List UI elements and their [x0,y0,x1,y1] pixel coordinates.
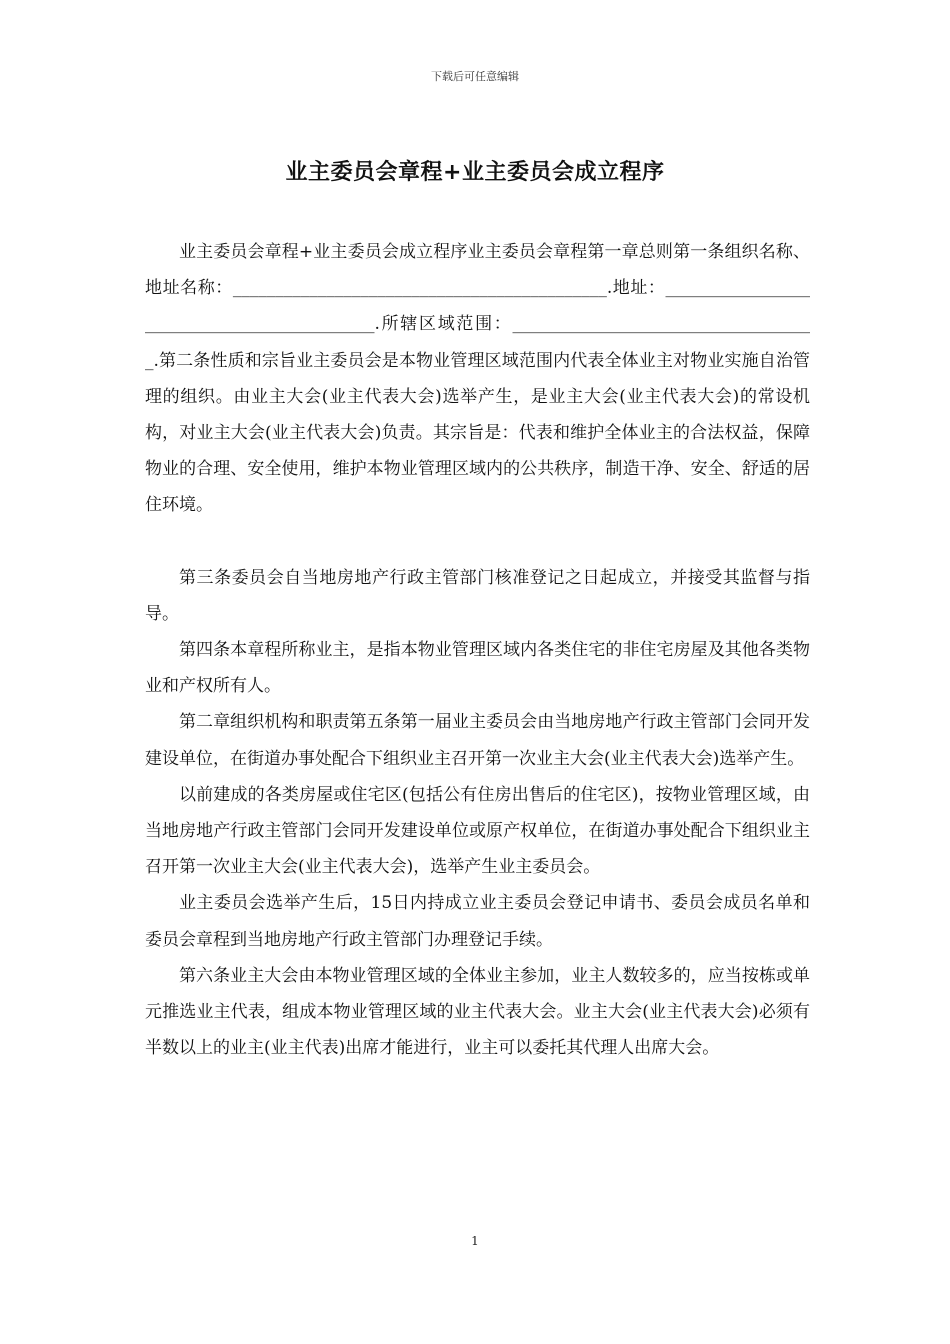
paragraph-6: 业主委员会选举产生后，15日内持成立业主委员会登记申请书、委员会成员名单和委员会章程到当地房地产行政主管部门办理登记手续。 [145,893,810,950]
paragraph-5: 以前建成的各类房屋或住宅区(包括公有住房出售后的住宅区)，按物业管理区域，由当地房地产行政主管部门会同开发建设单位或原产权单位，在街道办事处配合下组织业主召开第一次业主大会(业主代表大会)，选举产生业主委员会。 [145,784,810,878]
paragraph-1: 业主委员会章程+业主委员会成立程序业主委员会章程第一章总则第一条组织名称、地址名称：____________________________________________.地址：____________________________________________.所辖区域范围：____________________________________.第二条性质和宗旨业主委员会是本物业管理区域范围内代表全体业主对物业实施自治管理的组织。由业主大会(业主代表大会)选举产生，是业主大会(业主代表大会)的常设机构，对业主大会(业主代表大会)负责。其宗旨是：代表和维护全体业主的合法权益，保障物业的合理、安全使用，维护本物业管理区域内的公共秩序，制造干净、安全、舒适的居住环境。 [145,242,810,516]
document-body [145,234,810,1066]
page-header-note: 下载后可任意编辑 [431,70,519,83]
page-number: 1 [471,1234,479,1248]
paragraph-7: 第六条业主大会由本物业管理区域的全体业主参加，业主人数较多的，应当按栋或单元推选业主代表，组成本物业管理区域的业主代表大会。业主大会(业主代表大会)必须有半数以上的业主(业主代表)出席才能进行，业主可以委托其代理人出席大会。 [145,965,810,1059]
paragraph-4: 第二章组织机构和职责第五条第一届业主委员会由当地房地产行政主管部门会同开发建设单位，在街道办事处配合下组织业主召开第一次业主大会(业主代表大会)选举产生。 [145,712,810,769]
paragraph-3: 第四条本章程所称业主，是指本物业管理区域内各类住宅的非住宅房屋及其他各类物业和产权所有人。 [145,640,810,697]
document-title: 业主委员会章程+业主委员会成立程序 [285,160,665,185]
paragraph-2: 第三条委员会自当地房地产行政主管部门核准登记之日起成立，并接受其监督与指导。 [145,567,810,624]
